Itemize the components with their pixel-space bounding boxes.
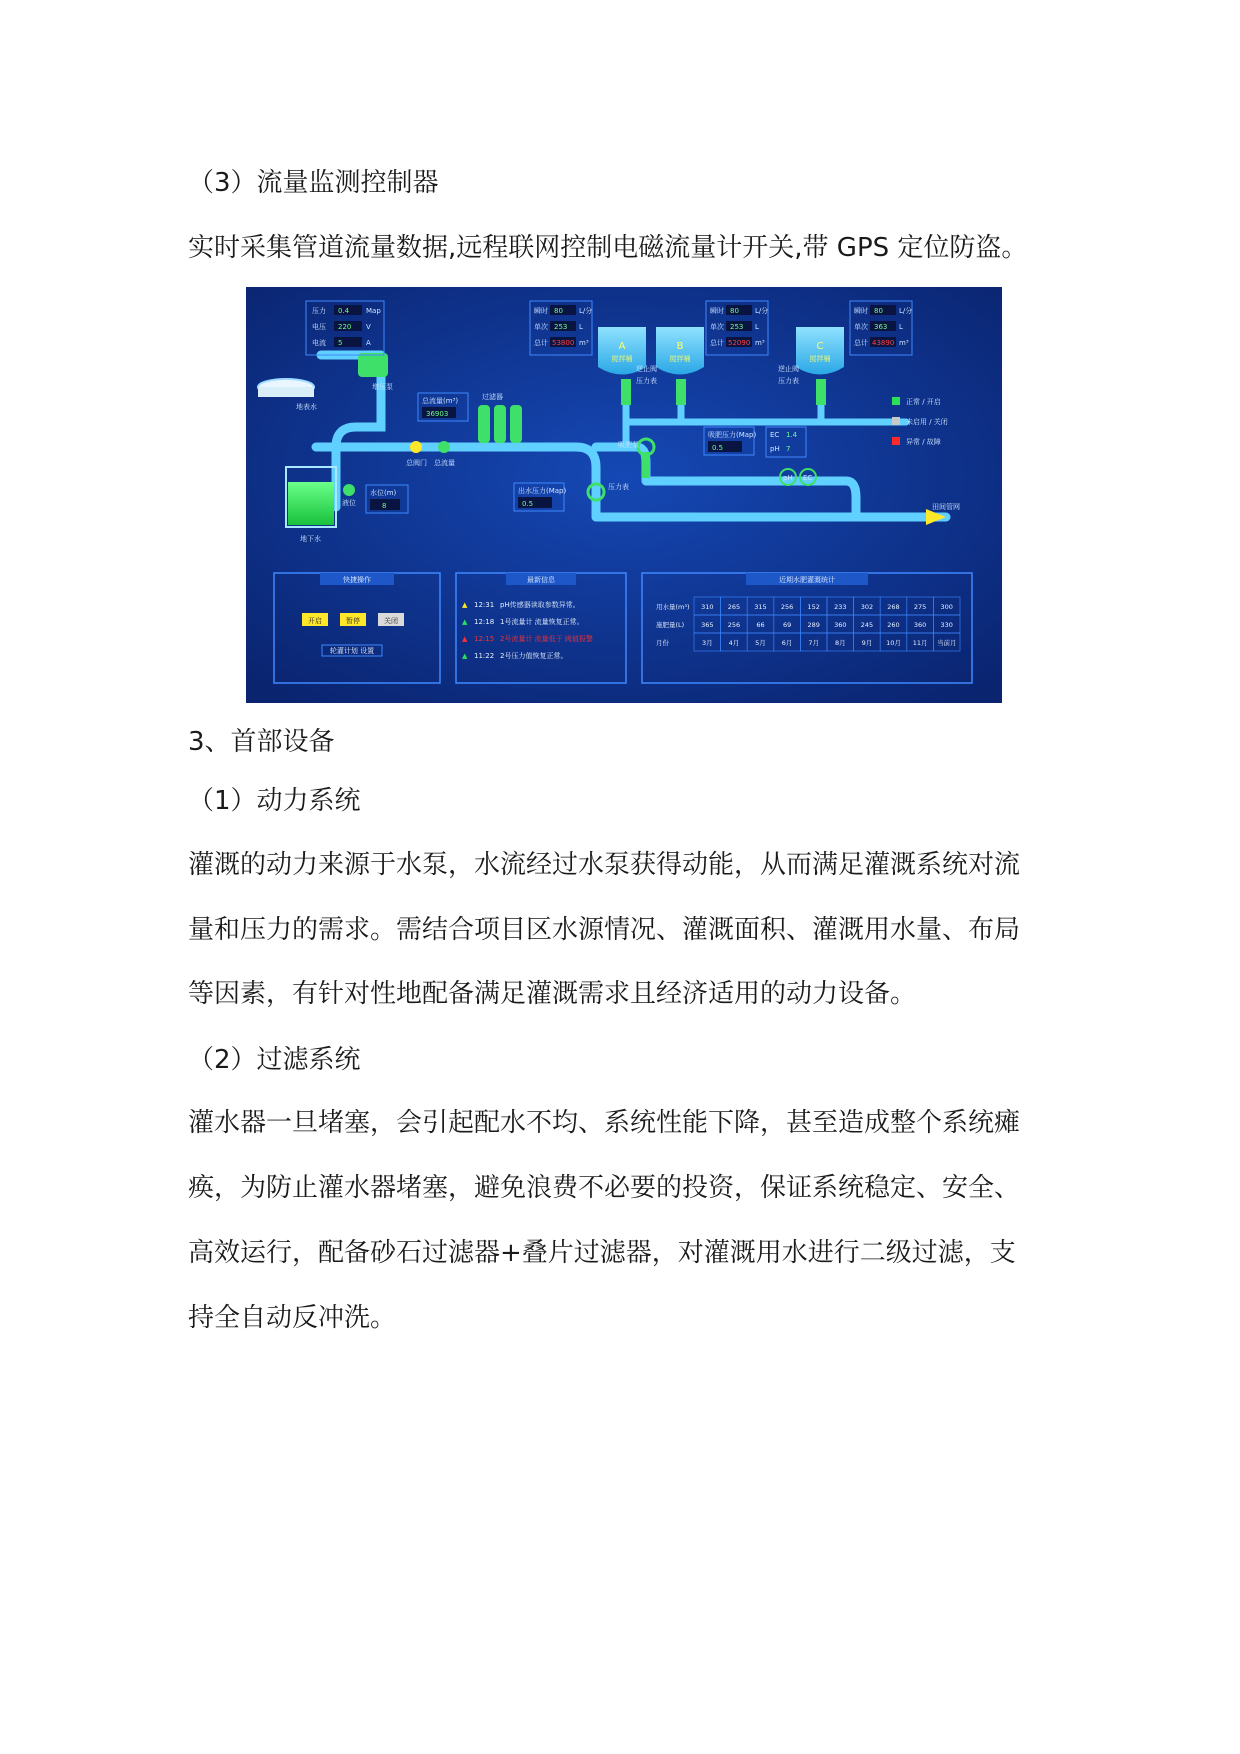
tank-b-r2-value: 52090 [728,339,751,347]
btn-start-label: 开启 [308,617,322,625]
paragraph-filter-line-2: 痪，为防止灌水器堵塞，避免浪费不必要的投资，保证系统稳定、安全、 [188,1173,1021,1203]
legend-swatch-idle [892,417,900,425]
stats-cell: 360 [834,621,847,629]
tank-a-r0-value: 80 [554,307,563,315]
total-flow-value: 36903 [426,410,449,418]
tank-a-r0-unit: L/分 [579,307,593,315]
total-flow-title: 总流量(m³) [422,397,459,405]
legend-swatch-fault [892,437,900,445]
label-suction-pump: 吸肥泵 [618,441,639,449]
ec-sensor-label: EC [803,474,813,482]
irrigation-scada-screenshot [246,287,1002,703]
news-3-icon: ▲ [462,652,468,660]
tank-c-r1-label: 单次 [854,323,868,331]
groundwater-water [288,482,334,525]
suction-pressure-title: 吸肥压力(Map) [708,431,757,439]
stats-cell: 66 [756,621,765,629]
stats-cell: 7月 [808,639,820,647]
stats-cell: 69 [782,621,792,629]
tank-a-sub: 搅拌桶 [611,355,633,363]
news-3-text: 2号压力值恢复正常。 [500,652,568,660]
outlet-pressure-value: 0.5 [522,500,534,508]
tank-b-r2-label: 总计 [710,339,724,347]
btn-pause-label: 暂停 [346,617,360,625]
stats-cell: 9月 [861,639,873,647]
legend-idle: 未启用 / 关闭 [906,418,948,426]
label-surface-water: 地表水 [296,403,317,411]
tank-a-r1-value: 253 [554,323,568,331]
paragraph-power-line-1: 灌溉的动力来源于水泵，水流经过水泵获得动能，从而满足灌溉系统对流 [188,850,1021,880]
news-2-text: 2号流量计 流量低于 阈值报警 [500,635,593,643]
ph-sensor-label: pH [783,474,793,482]
stats-cell: 245 [860,621,874,629]
stats-cell: 6月 [781,639,793,647]
legend-fault: 异常 / 故障 [906,438,941,446]
flowmeter-icon [438,441,450,453]
tank-b-r2-unit: m³ [755,339,765,347]
label-pressure-gauge-2: 压力表 [778,377,799,385]
news-0-icon: ▲ [462,601,468,609]
tank-a-r2-value: 53800 [552,339,575,347]
label-pressure-gauge-1: 压力表 [636,377,657,385]
ph-value: 7 [786,445,791,453]
pump-current-unit: A [366,339,371,347]
heading-head-equipment: 3、首部设备 [188,727,335,757]
label-pressure-gauge-3: 压力表 [608,483,629,491]
heading-power-system: （1）动力系统 [188,786,361,816]
stats-cell: 360 [913,621,927,629]
tank-a-r1-unit: L [579,323,583,331]
stats-cell: 330 [940,621,953,629]
stats-cell: 260 [887,621,900,629]
label-check-valve-2: 逆止阀 [778,365,799,373]
stats-cell: 233 [834,603,847,611]
booster-pump-icon [358,353,388,377]
pump-current-label: 电流 [312,339,326,347]
stats-cell: 365 [701,621,714,629]
paragraph-power-line-3: 等因素，有针对性地配备满足灌溉需求且经济适用的动力设备。 [188,979,917,1009]
pump-current-value: 5 [338,339,343,347]
main-valve-icon [410,441,422,453]
pump-voltage-label: 电压 [312,323,326,331]
pump-pressure-value: 0.4 [338,307,350,315]
stats-row-label: 月份 [656,639,669,647]
news-2-time: 12:15 [474,635,495,643]
stats-cell: 4月 [728,639,740,647]
surface-water-rim [258,387,314,397]
tank-c-r1-value: 363 [874,323,888,331]
stats-cell: 310 [701,603,714,611]
tank-b-r1-label: 单次 [710,323,724,331]
stats-title: 近期水肥灌溉统计 [779,576,835,584]
stats-cell: 5月 [755,639,766,647]
tank-b-sub: 搅拌桶 [669,355,691,363]
tank-c-r0-value: 80 [874,307,883,315]
news-0-text: pH传感器读取参数异常。 [500,601,580,609]
paragraph-filter-line-3: 高效运行，配备砂石过滤器+叠片过滤器，对灌溉用水进行二级过滤，支 [188,1238,1016,1268]
legend-normal: 正常 / 开启 [906,398,941,406]
label-main-valve: 总阀门 [406,459,427,467]
tank-c-letter: C [816,341,824,352]
ec-value: 1.4 [786,431,798,439]
tank-b-r1-value: 253 [730,323,744,331]
paragraph-flow-controller: 实时采集管道流量数据,远程联网控制电磁流量计开关,带 GPS 定位防盗。 [188,233,1028,263]
stats-cell: 275 [913,603,927,611]
ph-label: pH [770,445,780,453]
heading-filter-system: （2）过滤系统 [188,1045,361,1075]
stats-row-label: 用水量(m³) [656,603,690,611]
stats-cell: 152 [807,603,820,611]
tank-b-r0-value: 80 [730,307,739,315]
tank-c-r2-unit: m³ [899,339,909,347]
stats-cell: 300 [940,603,953,611]
stats-cell: 3月 [701,639,713,647]
tank-c-r2-label: 总计 [854,339,868,347]
suction-pressure-value: 0.5 [712,444,724,452]
pump-voltage-unit: V [366,323,371,331]
tank-a-letter: A [618,341,626,352]
label-level: 液位 [342,499,356,507]
stats-row-label: 施肥量(L) [656,621,685,629]
tank-c-r0-unit: L/分 [899,307,913,315]
news-0-time: 12:31 [474,601,495,609]
label-groundwater: 地下水 [300,535,321,543]
stats-cell: 315 [754,603,767,611]
valve-b [676,379,686,405]
label-booster-pump: 增压泵 [372,383,393,391]
ec-label: EC [770,431,780,439]
pump-voltage-value: 220 [338,323,352,331]
tank-c-sub: 搅拌桶 [809,355,831,363]
news-1-text: 1号流量计 流量恢复正常。 [500,618,584,626]
heading-flow-controller: （3）流量监测控制器 [188,168,439,198]
paragraph-filter-line-4: 持全自动反冲洗。 [188,1303,397,1333]
stats-table [656,597,960,651]
level-sensor-icon [343,484,355,496]
tank-b-r1-unit: L [755,323,759,331]
news-title: 最新信息 [527,576,555,584]
label-field-pipe: 田间管网 [932,503,960,511]
stats-cell: 268 [887,603,900,611]
water-level-title: 水位(m) [370,489,397,497]
btn-close-label: 关闭 [384,617,398,625]
label-flowmeter: 总流量 [434,459,455,467]
tank-c [796,327,844,375]
tank-b-letter: B [676,341,684,352]
legend-swatch-normal [892,397,900,405]
tank-b-r0-unit: L/分 [755,307,769,315]
paragraph-power-line-2: 量和压力的需求。需结合项目区水源情况、灌溉面积、灌溉用水量、布局 [188,915,1021,945]
news-1-time: 12:18 [474,618,495,626]
news-1-icon: ▲ [462,618,468,626]
tank-a-r2-label: 总计 [534,339,548,347]
stats-cell: 265 [727,603,741,611]
tank-c-r1-unit: L [899,323,903,331]
stats-cell: 256 [727,621,741,629]
outlet-pressure-title: 出水压力(Map) [518,487,567,495]
quick-ops-title: 快捷操作 [343,576,371,584]
valve-c [816,379,826,405]
news-2-icon: ▲ [462,635,468,643]
stats-cell: 11月 [912,639,928,647]
paragraph-filter-line-1: 灌水器一旦堵塞，会引起配水不均、系统性能下降，甚至造成整个系统瘫 [188,1108,1021,1138]
pump-pressure-unit: Map [366,307,381,315]
pump-pressure-label: 压力 [312,307,326,315]
stats-cell: 8月 [834,639,846,647]
tank-b [656,327,704,375]
valve-a [621,379,631,405]
tank-a-r2-unit: m³ [579,339,589,347]
filter-icon [478,405,522,443]
tank-c-r2-value: 43890 [872,339,895,347]
stats-cell: 256 [780,603,794,611]
tank-a-r1-label: 单次 [534,323,548,331]
label-check-valve-1: 逆止阀 [636,365,657,373]
stats-cell: 302 [860,603,874,611]
tank-c-r0-label: 瞬时 [854,307,868,315]
tank-b-r0-label: 瞬时 [710,307,724,315]
stats-cell: 10月 [886,639,901,647]
label-filter: 过滤器 [482,393,503,401]
water-level-value: 8 [382,502,387,510]
schedule-settings-label: 轮灌计划 设置 [329,647,375,655]
tank-a-r0-label: 瞬时 [534,307,548,315]
stats-cell: 当前月 [936,639,957,647]
stats-cell: 289 [807,621,820,629]
news-3-time: 11:22 [474,652,495,660]
